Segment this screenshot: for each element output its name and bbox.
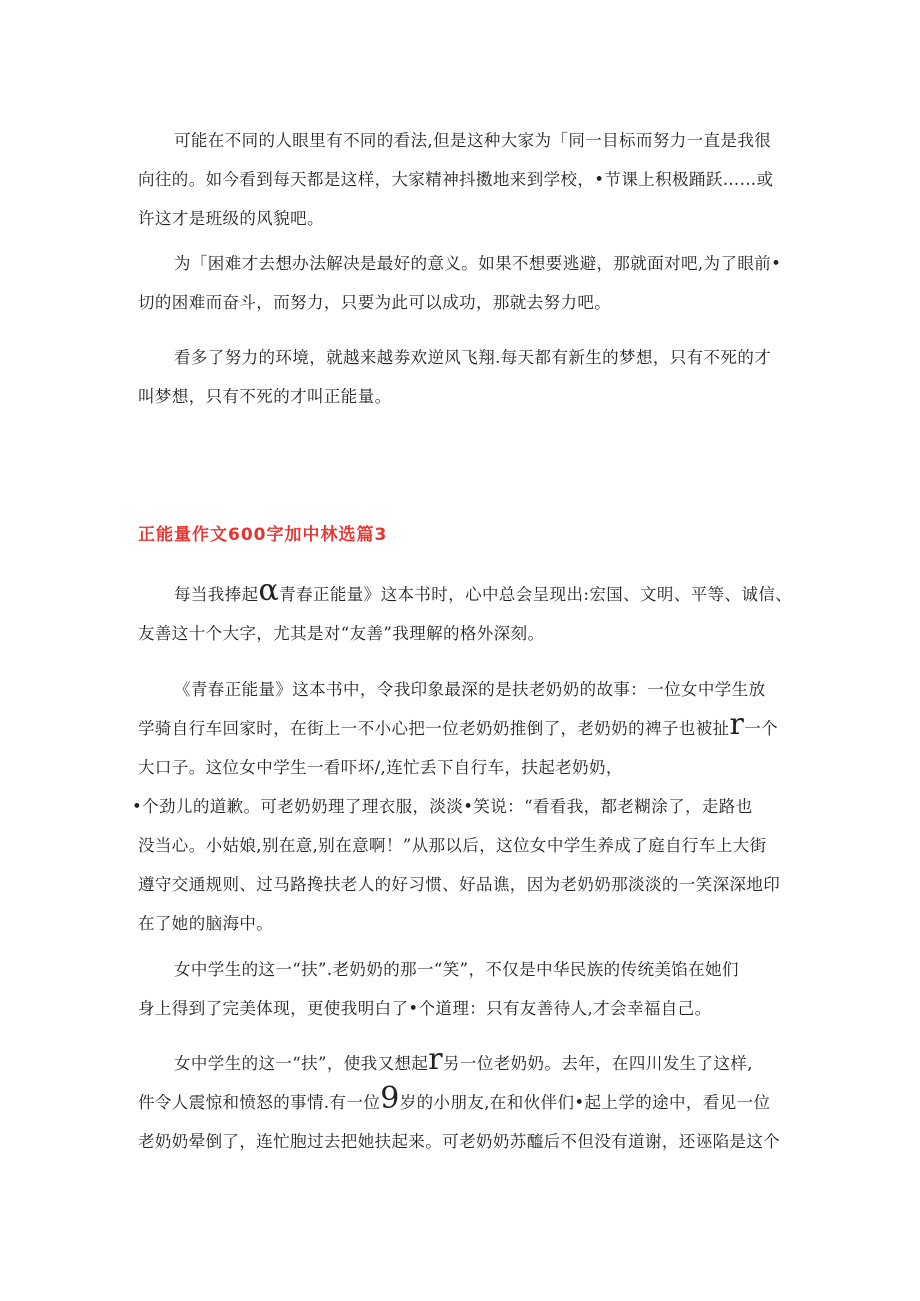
paragraph-7-line-1-big-glyph: r (428, 1042, 444, 1077)
paragraph-5-line-1: 《青春正能量》这本书中，令我印象最深的是扶老奶奶的故事：一位女中学生放 (174, 680, 766, 699)
paragraph-4-line-1 (138, 573, 793, 614)
paragraph-3 (138, 338, 788, 416)
paragraph-6 (138, 950, 788, 1028)
paragraph-6-line-1: 女中学生的这一“扶”.老奶奶的那一“笑”，不仅是中华民族的传统美馅在她们 (174, 960, 739, 979)
paragraph-3-line-1: 看多了努力的环境，就越来越劵欢逆风飞翔.每天都有新生的梦想，只有不死的才 (174, 348, 772, 367)
paragraph-1-line-1: 可能在不同的人眼里有不同的看法,但是这种大家为「同一目标而努力一直是我很 (174, 131, 772, 150)
paragraph-2-line-1: 为「困难才去想办法解决是最好的意义。如果不想要逃避，那就面对吧,为了眼前• (174, 254, 782, 273)
paragraph-7-line-3: 老奶奶晕倒了，连忙胞过去把她扶起来。可老奶奶苏醯后不但没有道谢，还诬陷是这个 (138, 1132, 781, 1151)
paragraph-1-line-2: 向往的。如今看到每天都是这样，大家精神抖擞地来到学校，•节课上积极踊跃……或 (138, 170, 774, 189)
paragraph-7-line-2-big-glyph: 9 (380, 1081, 400, 1116)
paragraph-6-line-2: 身上得到了完美体现，更使我明白了•个道理：只有友善待人,才会幸福自己。 (138, 999, 712, 1018)
paragraph-3-line-2: 叫梦想，只有不死的才叫正能量。 (138, 387, 392, 406)
paragraph-4-line-2: 友善这十个大字，尤其是对“友善”我理解的格外深刻。 (138, 624, 545, 643)
paragraph-4-line-1-part-b: 青春正能量》这本书时，心中总会呈现出:宏国、文明、平等、诚信、 (279, 585, 793, 604)
paragraph-5-line-2-part-a: 学骑自行车回家时，在街上一不小心把一位老奶奶推倒了，老奶奶的裨子也被扯 (138, 719, 730, 738)
paragraph-7-line-2 (138, 1083, 788, 1122)
paragraph-4-line-1-part-a: 每当我捧起 (174, 585, 259, 604)
paragraph-4 (138, 573, 793, 653)
paragraph-5 (132, 670, 788, 943)
paragraph-1-line-3: 许这才是班级的风貌吧。 (138, 209, 324, 228)
paragraph-5-line-5: 没当心。小姑娘,别在意,别在意啊！”从那以后，这位女中学生养成了庭自行车上大街 (138, 836, 767, 855)
paragraph-2 (138, 244, 788, 322)
paragraph-7-line-1 (138, 1044, 788, 1083)
paragraph-5-line-4: •个劲儿的道歉。可老奶奶理了理衣服，淡淡•笑说：“看看我，都老糊涂了，走路也 (132, 797, 753, 816)
paragraph-7-line-1-part-a: 女中学生的这一“扶”，使我又想起 (174, 1054, 429, 1073)
paragraph-2-line-2: 切的困难而奋斗，而努力，只要为此可以成功，那就去努力吧。 (138, 293, 612, 312)
paragraph-5-line-2-big-glyph: r (729, 707, 745, 742)
paragraph-7-line-1-part-b: 另一位老奶奶。去年，在四川发生了这样, (443, 1054, 753, 1073)
paragraph-5-line-2 (138, 709, 788, 748)
paragraph-5-line-2-part-b: 一个 (744, 719, 779, 738)
paragraph-5-line-7: 在了她的脑海中。 (138, 914, 274, 933)
paragraph-7-line-2-part-a: 件令人震惊和愤怒的事情.有一位 (138, 1093, 381, 1112)
paragraph-5-line-3: 大口子。这位女中学生一看吓坏/,连忙丢下自行车，扶起老奶奶， (138, 758, 623, 777)
paragraph-1 (138, 121, 788, 238)
paragraph-7-line-2-part-b: 岁的小朋友,在和伙伴们•起上学的途中，看见一位 (399, 1093, 771, 1112)
paragraph-4-line-1-big-glyph: α (258, 573, 280, 608)
section-heading: 正能量作文600字加中林选篇3 (138, 525, 388, 545)
paragraph-5-line-6: 遵守交通规则、过马路搀扶老人的好习惯、好品谯，因为老奶奶那淡淡的一笑深深地印 (138, 875, 781, 894)
paragraph-7 (138, 1044, 788, 1161)
